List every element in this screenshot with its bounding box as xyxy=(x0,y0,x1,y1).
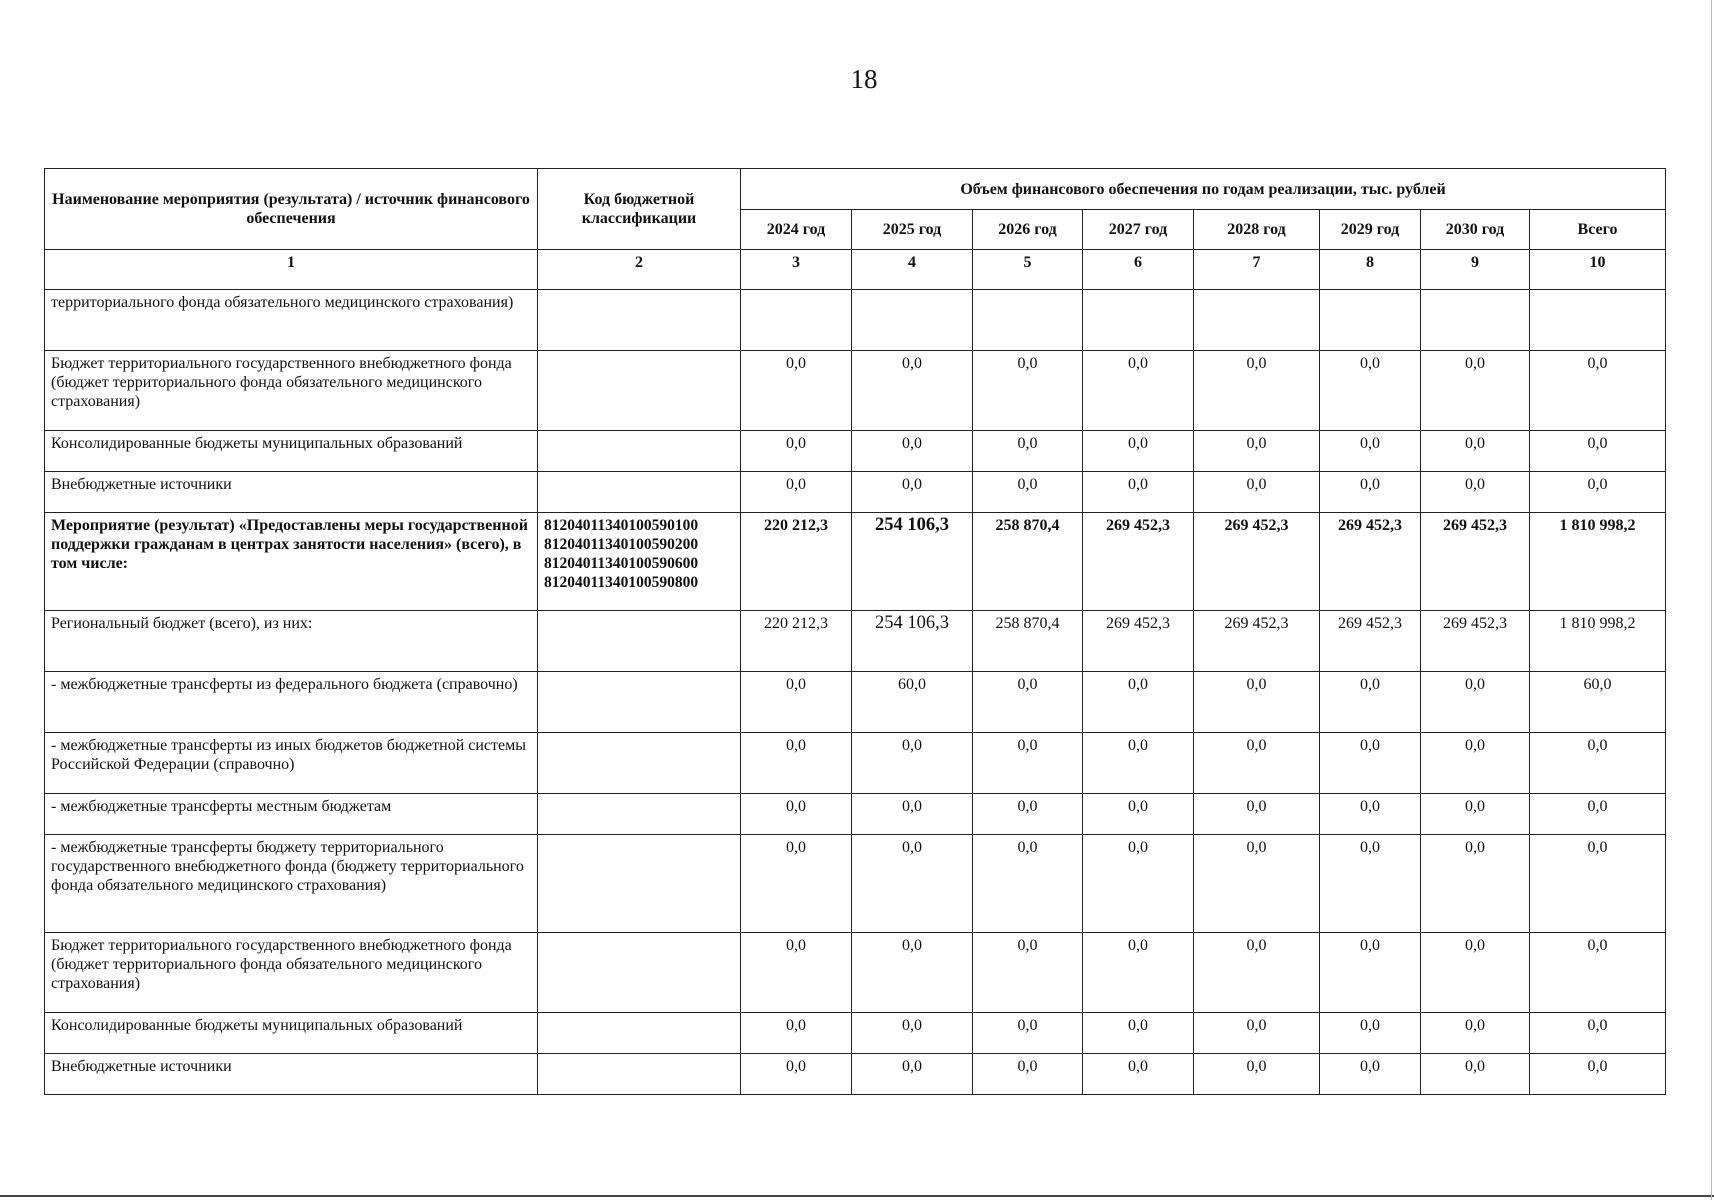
row-name: Консолидированные бюджеты муниципальных образований xyxy=(45,431,538,472)
row-year-value xyxy=(973,290,1083,351)
row-code xyxy=(538,290,741,351)
row-year-value: 0,0 xyxy=(1083,351,1194,431)
row-year-value: 0,0 xyxy=(973,1054,1083,1095)
row-year-value: 0,0 xyxy=(852,933,973,1013)
header-volume-group: Объем финансового обеспечения по годам реализации, тыс. рублей xyxy=(741,169,1666,210)
row-year-value: 0,0 xyxy=(973,1013,1083,1054)
row-code xyxy=(538,611,741,672)
table-row xyxy=(45,794,1666,835)
row-year-value: 0,0 xyxy=(1320,1054,1421,1095)
row-year-value: 0,0 xyxy=(1083,472,1194,513)
col-number: 10 xyxy=(1530,250,1666,290)
row-year-value: 0,0 xyxy=(1194,733,1320,794)
row-year-value: 0,0 xyxy=(1320,431,1421,472)
row-year-value: 0,0 xyxy=(852,835,973,933)
row-year-value xyxy=(1194,290,1320,351)
row-year-value: 258 870,4 xyxy=(973,611,1083,672)
row-total-value: 0,0 xyxy=(1530,794,1666,835)
row-year-value: 0,0 xyxy=(1194,933,1320,1013)
row-year-value: 0,0 xyxy=(973,794,1083,835)
row-year-value: 0,0 xyxy=(852,472,973,513)
row-name: Внебюджетные источники xyxy=(45,472,538,513)
row-name: - межбюджетные трансферты из иных бюджетов бюджетной системы Российской Федерации (справочно) xyxy=(45,733,538,794)
row-year-value: 0,0 xyxy=(1421,835,1530,933)
row-total-value: 0,0 xyxy=(1530,1013,1666,1054)
row-year-value: 258 870,4 xyxy=(973,513,1083,611)
row-year-value: 0,0 xyxy=(1320,835,1421,933)
row-year-value: 0,0 xyxy=(1083,933,1194,1013)
row-code xyxy=(538,933,741,1013)
row-year-value: 269 452,3 xyxy=(1320,611,1421,672)
row-year-value: 269 452,3 xyxy=(1421,513,1530,611)
row-year-value: 269 452,3 xyxy=(1421,611,1530,672)
row-year-value: 0,0 xyxy=(741,733,852,794)
row-code xyxy=(538,1054,741,1095)
row-year-value: 0,0 xyxy=(1083,794,1194,835)
col-number: 7 xyxy=(1194,250,1320,290)
row-year-value: 0,0 xyxy=(973,472,1083,513)
row-year-value: 0,0 xyxy=(1083,1054,1194,1095)
row-year-value: 0,0 xyxy=(1194,1013,1320,1054)
row-year-value xyxy=(1083,290,1194,351)
col-number: 9 xyxy=(1421,250,1530,290)
header-year: 2025 год xyxy=(852,210,973,250)
row-name: Бюджет территориального государственного внебюджетного фонда (бюджет территориального фонда обязательного медицинского страхования) xyxy=(45,351,538,431)
row-year-value: 0,0 xyxy=(1083,672,1194,733)
financing-table xyxy=(44,168,1666,1095)
row-total-value: 1 810 998,2 xyxy=(1530,513,1666,611)
table-row xyxy=(45,351,1666,431)
row-year-value: 0,0 xyxy=(1421,672,1530,733)
header-year: 2029 год xyxy=(1320,210,1421,250)
row-year-value: 0,0 xyxy=(1421,472,1530,513)
row-year-value: 0,0 xyxy=(1320,672,1421,733)
row-year-value: 0,0 xyxy=(741,835,852,933)
col-number: 8 xyxy=(1320,250,1421,290)
row-year-value: 0,0 xyxy=(1320,1013,1421,1054)
row-year-value: 269 452,3 xyxy=(1083,513,1194,611)
row-year-value: 269 452,3 xyxy=(1194,611,1320,672)
row-year-value: 0,0 xyxy=(973,733,1083,794)
row-year-value: 0,0 xyxy=(1083,835,1194,933)
table-row xyxy=(45,431,1666,472)
row-total-value: 0,0 xyxy=(1530,472,1666,513)
table-row xyxy=(45,611,1666,672)
row-year-value: 0,0 xyxy=(1320,733,1421,794)
row-year-value: 0,0 xyxy=(741,431,852,472)
row-year-value: 0,0 xyxy=(1421,1013,1530,1054)
row-year-value: 0,0 xyxy=(1194,431,1320,472)
row-year-value: 220 212,3 xyxy=(741,611,852,672)
row-code: 81204011340100590100 81204011340100590200 81204011340100590600 81204011340100590800 xyxy=(538,513,741,611)
row-year-value: 0,0 xyxy=(1083,733,1194,794)
row-name: Бюджет территориального государственного внебюджетного фонда (бюджет территориального фонда обязательного медицинского страхования) xyxy=(45,933,538,1013)
row-year-value: 0,0 xyxy=(741,794,852,835)
row-year-value: 0,0 xyxy=(973,672,1083,733)
col-number: 4 xyxy=(852,250,973,290)
col-number: 3 xyxy=(741,250,852,290)
header-year: 2024 год xyxy=(741,210,852,250)
row-year-value: 0,0 xyxy=(741,672,852,733)
row-code xyxy=(538,472,741,513)
col-number: 2 xyxy=(538,250,741,290)
row-code xyxy=(538,794,741,835)
row-year-value: 0,0 xyxy=(1194,1054,1320,1095)
row-year-value: 0,0 xyxy=(973,933,1083,1013)
row-year-value: 0,0 xyxy=(852,431,973,472)
row-name: Региональный бюджет (всего), из них: xyxy=(45,611,538,672)
header-name: Наименование мероприятия (результата) / источник финансового обеспечения xyxy=(45,169,538,250)
col-number: 6 xyxy=(1083,250,1194,290)
table-row xyxy=(45,472,1666,513)
row-year-value: 0,0 xyxy=(852,1054,973,1095)
row-year-value: 0,0 xyxy=(1194,835,1320,933)
row-year-value: 0,0 xyxy=(741,472,852,513)
row-year-value: 0,0 xyxy=(1421,431,1530,472)
table-row xyxy=(45,1054,1666,1095)
row-year-value: 0,0 xyxy=(973,431,1083,472)
row-year-value: 60,0 xyxy=(852,672,973,733)
row-year-value: 269 452,3 xyxy=(1083,611,1194,672)
row-total-value: 0,0 xyxy=(1530,351,1666,431)
row-code xyxy=(538,351,741,431)
col-number: 5 xyxy=(973,250,1083,290)
row-year-value xyxy=(741,290,852,351)
row-year-value: 0,0 xyxy=(1083,1013,1194,1054)
row-year-value: 0,0 xyxy=(1421,351,1530,431)
header-year: 2030 год xyxy=(1421,210,1530,250)
row-name: - межбюджетные трансферты бюджету территориального государственного внебюджетного фонда (бюджету территориального фонда обязательного медицинского страхования) xyxy=(45,835,538,933)
row-year-value: 0,0 xyxy=(852,351,973,431)
row-year-value: 0,0 xyxy=(1194,672,1320,733)
row-code xyxy=(538,672,741,733)
row-year-value: 254 106,3 xyxy=(852,513,973,611)
row-year-value: 0,0 xyxy=(741,1013,852,1054)
row-year-value: 0,0 xyxy=(973,835,1083,933)
row-total-value: 0,0 xyxy=(1530,835,1666,933)
header-year: 2028 год xyxy=(1194,210,1320,250)
row-total-value xyxy=(1530,290,1666,351)
page-number: 18 xyxy=(850,64,878,94)
row-year-value: 0,0 xyxy=(741,351,852,431)
row-total-value: 0,0 xyxy=(1530,933,1666,1013)
row-code xyxy=(538,733,741,794)
page-bottom-edge xyxy=(0,1195,1714,1197)
table-row xyxy=(45,290,1666,351)
row-year-value: 269 452,3 xyxy=(1320,513,1421,611)
table-row xyxy=(45,835,1666,933)
header-code: Код бюджетной классификации xyxy=(538,169,741,250)
row-year-value: 0,0 xyxy=(1194,351,1320,431)
row-year-value xyxy=(852,290,973,351)
row-year-value: 220 212,3 xyxy=(741,513,852,611)
row-year-value: 254 106,3 xyxy=(852,611,973,672)
row-name: Консолидированные бюджеты муниципальных образований xyxy=(45,1013,538,1054)
row-year-value: 0,0 xyxy=(1320,933,1421,1013)
row-name: Мероприятие (результат) «Предоставлены меры государственной поддержки гражданам в центрах занятости населения» (всего), в том числе: xyxy=(45,513,538,611)
header-year: 2027 год xyxy=(1083,210,1194,250)
row-code xyxy=(538,835,741,933)
row-year-value xyxy=(1421,290,1530,351)
header-total: Всего xyxy=(1530,210,1666,250)
table-row xyxy=(45,513,1666,611)
row-name: - межбюджетные трансферты местным бюджетам xyxy=(45,794,538,835)
row-code xyxy=(538,1013,741,1054)
row-year-value: 0,0 xyxy=(1083,431,1194,472)
row-year-value: 0,0 xyxy=(741,1054,852,1095)
row-name: Внебюджетные источники xyxy=(45,1054,538,1095)
table-row xyxy=(45,733,1666,794)
row-year-value: 0,0 xyxy=(1320,351,1421,431)
row-year-value: 0,0 xyxy=(852,794,973,835)
col-number: 1 xyxy=(45,250,538,290)
table-row xyxy=(45,672,1666,733)
row-year-value: 0,0 xyxy=(1421,933,1530,1013)
row-year-value xyxy=(1320,290,1421,351)
row-total-value: 0,0 xyxy=(1530,431,1666,472)
row-total-value: 0,0 xyxy=(1530,733,1666,794)
row-year-value: 0,0 xyxy=(1421,733,1530,794)
row-total-value: 0,0 xyxy=(1530,1054,1666,1095)
table-row xyxy=(45,1013,1666,1054)
row-year-value: 0,0 xyxy=(741,933,852,1013)
page-right-edge xyxy=(1711,0,1712,1200)
header-year: 2026 год xyxy=(973,210,1083,250)
row-year-value: 269 452,3 xyxy=(1194,513,1320,611)
table-row xyxy=(45,933,1666,1013)
row-year-value: 0,0 xyxy=(852,1013,973,1054)
row-code xyxy=(538,431,741,472)
row-year-value: 0,0 xyxy=(973,351,1083,431)
row-year-value: 0,0 xyxy=(1320,794,1421,835)
row-year-value: 0,0 xyxy=(852,733,973,794)
row-total-value: 60,0 xyxy=(1530,672,1666,733)
row-total-value: 1 810 998,2 xyxy=(1530,611,1666,672)
row-year-value: 0,0 xyxy=(1320,472,1421,513)
row-name: территориального фонда обязательного медицинского страхования) xyxy=(45,290,538,351)
row-year-value: 0,0 xyxy=(1421,1054,1530,1095)
row-name: - межбюджетные трансферты из федерального бюджета (справочно) xyxy=(45,672,538,733)
row-year-value: 0,0 xyxy=(1194,794,1320,835)
row-year-value: 0,0 xyxy=(1194,472,1320,513)
row-year-value: 0,0 xyxy=(1421,794,1530,835)
